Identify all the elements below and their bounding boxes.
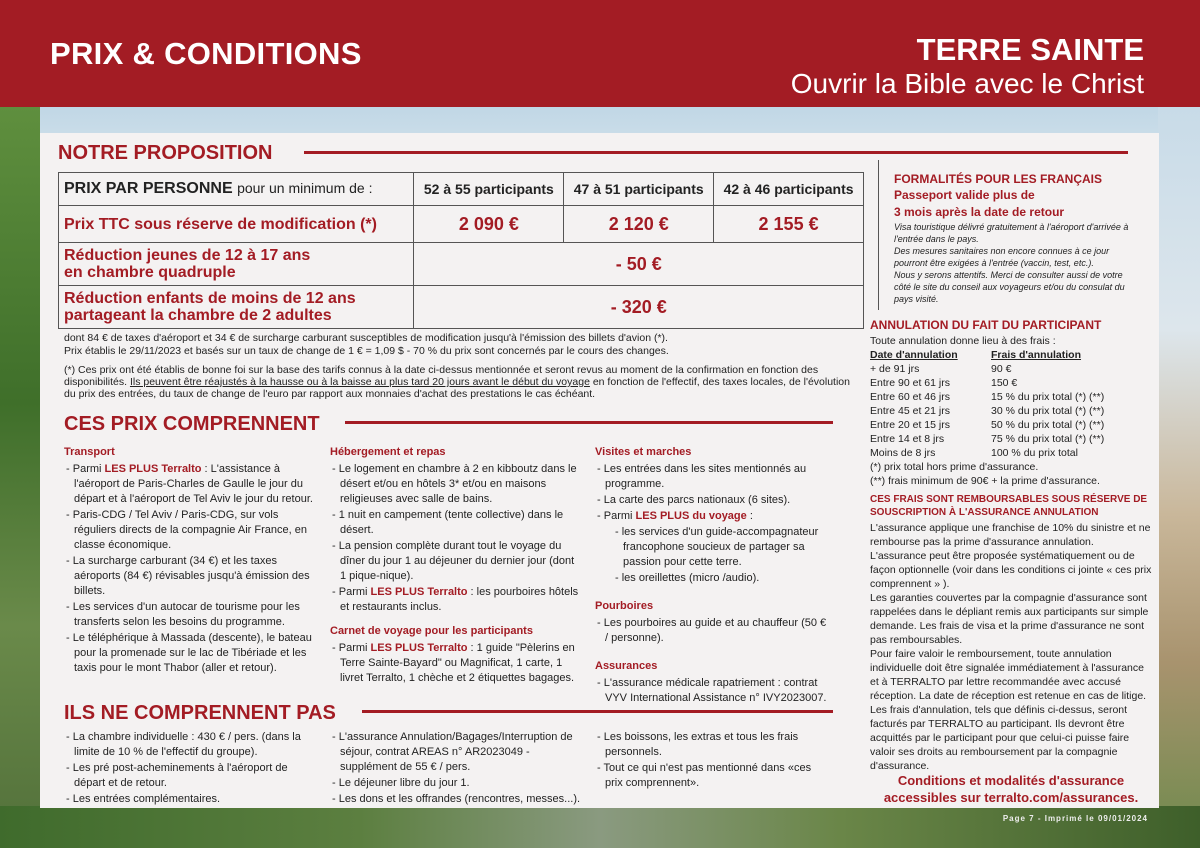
list-item: - Le logement en chambre à 2 en kibboutz dans le désert et/ou en hôtels 3* et/ou en maisons religieuses avec salle de bains. xyxy=(332,463,577,505)
passport-line-2: 3 mois après la date de retour xyxy=(894,205,1065,219)
formalites-box xyxy=(878,160,1138,310)
paragraph: Les garanties couvertes par la compagnie d'assurance sont rappelées dans le dépliant remis aux participants sur simple demande. Les frais de visa et la prime d'assurance ne sont pas remboursables. xyxy=(870,592,1149,646)
paragraph: Les frais d'annulation, tels que définis ci-dessus, seront facturés par TERRALTO au participant. Ils devront être acquittés par le participant pour que celui-ci puisse faire valoir ses droits au remboursement par la compagnie d'assurance. xyxy=(870,704,1130,772)
annulation-table xyxy=(870,348,1152,460)
list-item: - Les pourboires au guide et au chauffeur (50 € / personne). xyxy=(597,617,827,644)
transport-heading: Transport xyxy=(64,446,115,458)
price-cell: 2 120 € xyxy=(564,206,714,243)
section-title-comprennent: CES PRIX COMPRENNENT xyxy=(64,413,320,435)
column-header: 47 à 51 participants xyxy=(564,173,714,206)
list-item: - Les dons et les offrandes (rencontres, messes...). xyxy=(332,793,581,805)
trip-title: TERRE SAINTE xyxy=(916,32,1144,67)
consult-text: Nous y serons attentifs. Merci de consulter aussi de votre côté le site du conseil aux voyageurs et/ou du consulat du pays visité. xyxy=(894,270,1125,304)
column-header: 42 à 46 participants xyxy=(714,173,864,206)
list-item: - Tout ce qui n'est pas mentionné dans «ces prix comprennent». xyxy=(597,762,812,789)
list-item: - Les services d'un autocar de tourisme pour les transferts selon les besoins du programme. xyxy=(66,601,300,628)
table-row: Entre 20 et 15 jrs 50 % du prix total (*) (**) xyxy=(870,419,1105,431)
trip-subtitle: Ouvrir la Bible avec le Christ xyxy=(790,68,1144,99)
list-item: - Parmi LES PLUS Terralto : 1 guide "Pèlerins en Terre Sainte-Bayard" ou Magnificat, 1 carte, 1 livret Terralto, 1 chèche et 2 étiquettes bagages. xyxy=(332,642,575,684)
section-divider xyxy=(304,151,1128,154)
landscape-right xyxy=(1158,107,1200,848)
footnote-2: (**) frais minimum de 90€ + la prime d'assurance. xyxy=(870,475,1100,487)
paragraph: Pour faire valoir le remboursement, toute annulation individuelle doit être signalée immédiatement à l'assurance et à TERRALTO par lettre recommandée avec accusé réception. La date de réception est retenue en cas de litige. xyxy=(870,648,1147,702)
visites-column xyxy=(595,445,830,707)
list-item: - La carte des parcs nationaux (6 sites). xyxy=(597,494,791,506)
tax-note: dont 84 € de taxes d'aéroport et 34 € de surcharge carburant susceptibles de modification jusqu'à l'émission des billets d'avion (*). xyxy=(64,332,668,344)
list-item: - Parmi LES PLUS Terralto : L'assistance à l'aéroport de Paris-Charles de Gaulle le jour du départ et à l'aéroport de Tel Aviv le jour du retour. xyxy=(66,463,313,505)
exchange-note: Prix établis le 29/11/2023 et basés sur un taux de change de 1 € = 1,09 $ - 70 % du prix sont concernés par le cours des changes. xyxy=(64,345,669,357)
table-row: Entre 90 et 61 jrs 150 € xyxy=(870,377,1018,389)
section-divider xyxy=(345,421,833,424)
visa-text: Visa touristique délivré gratuitement à l'aéroport d'arrivée à l'entrée dans le pays. xyxy=(894,222,1129,244)
table-row: + de 91 jrs 90 € xyxy=(870,363,1012,375)
list-item: - Les boissons, les extras et tous les frais personnels. xyxy=(597,731,799,758)
revision-note: (*) Ces prix ont été établis de bonne foi sur la base des tarifs connus à la date ci-dessus mentionnée et seront revus au moment de la confirmation en fonction des disponibilités. Ils peuvent être réajustés à la hausse ou à la baisse au plus tard 20 jours avant le début du voyage en fonction de l'effectif, des taxes locales, de l'évolution du prix des entrées, du taux de change de l'euro par rapport aux monnaies d'achat des prestations le cas échéant. xyxy=(64,364,850,400)
table-row: Moins de 8 jrs 100 % du prix total xyxy=(870,447,1078,459)
annulation-intro: Toute annulation donne lieu à des frais : xyxy=(870,335,1056,347)
landscape-left xyxy=(0,107,40,848)
annulation-section xyxy=(870,318,1152,773)
hebergement-column xyxy=(330,445,580,687)
list-item: - 1 nuit en campement (tente collective) dans le désert. xyxy=(332,509,564,536)
page-header xyxy=(0,0,1200,107)
price-table xyxy=(58,172,864,329)
section-divider xyxy=(362,710,833,713)
rembours-title: CES FRAIS SONT REMBOURSABLES SOUS RÉSERVE DE SOUSCRIPTION À L'ASSURANCE ANNULATION xyxy=(870,494,1148,518)
list-item: - Paris-CDG / Tel Aviv / Paris-CDG, sur vols réguliers directs de la compagnie Air France, en classe économique. xyxy=(66,509,307,551)
list-item: - L'assurance médicale rapatriement : contrat VYV International Assistance n° IVY2023007. xyxy=(597,677,827,704)
excluded-column-3 xyxy=(595,730,830,792)
assurances-heading: Assurances xyxy=(595,660,658,672)
annulation-table-header: Date d'annulation Frais d'annulation xyxy=(870,349,1082,361)
ttc-label: Prix TTC sous réserve de modification (*) xyxy=(59,206,414,243)
excluded-column-1 xyxy=(64,730,314,808)
youth-reduction-value: - 50 € xyxy=(414,243,864,286)
list-item: - les services d'un guide-accompagnateur francophone soucieux de partager sa passion pour cette terre. xyxy=(615,526,819,568)
list-item: - La chambre individuelle : 430 € / pers. (dans la limite de 10 % de l'effectif du groupe). xyxy=(66,731,301,758)
section-title-proposition: NOTRE PROPOSITION xyxy=(58,142,273,164)
table-row: Entre 14 et 8 jrs 75 % du prix total (*) (**) xyxy=(870,433,1105,445)
list-item: - L'assurance Annulation/Bagages/Interruption de séjour, contrat AREAS n° AR2023049 - supplément de 55 € / pers. xyxy=(332,731,573,773)
list-item: - Le téléphérique à Massada (descente), le bateau pour la promenade sur le lac de Tibériade et les taxis pour le mont Thabor (aller et retour). xyxy=(66,632,312,674)
excluded-column-2 xyxy=(330,730,585,808)
list-item: - Les entrées dans les sites mentionnés au programme. xyxy=(597,463,807,490)
list-item: - Les entrées complémentaires. xyxy=(66,793,221,805)
list-item: - La pension complète durant tout le voyage du dîner du jour 1 au déjeuner du dernier jour (dont 1 pique-nique). xyxy=(332,540,575,582)
paragraph: L'assurance peut être proposée systématiquement ou de façon optionnelle (voir dans les conditions ci jointe « ces prix comprennent » ). xyxy=(870,550,1152,590)
price-cell: 2 090 € xyxy=(414,206,564,243)
carnet-heading: Carnet de voyage pour les participants xyxy=(330,625,533,637)
price-table-head: PRIX PAR PERSONNE pour un minimum de : xyxy=(59,173,414,206)
annulation-title: ANNULATION DU FAIT DU PARTICIPANT xyxy=(870,318,1102,332)
footnote-1: (*) prix total hors prime d'assurance. xyxy=(870,461,1039,473)
list-item: - Le déjeuner libre du jour 1. xyxy=(332,777,470,789)
table-row: Entre 60 et 46 jrs 15 % du prix total (*) (**) xyxy=(870,391,1105,403)
table-row: Entre 45 et 21 jrs 30 % du prix total (*) (**) xyxy=(870,405,1105,417)
youth-reduction-label: Réduction jeunes de 12 à 17 ans en chambre quadruple xyxy=(59,243,414,286)
visites-heading: Visites et marches xyxy=(595,446,692,458)
child-reduction-label: Réduction enfants de moins de 12 ans partageant la chambre de 2 adultes xyxy=(59,286,414,329)
section-title-ne-comprennent: ILS NE COMPRENNENT PAS xyxy=(64,702,336,724)
list-item: - les oreillettes (micro /audio). xyxy=(615,572,760,584)
passport-line-1: Passeport valide plus de xyxy=(894,188,1035,202)
formalites-title: FORMALITÉS POUR LES FRANÇAIS xyxy=(894,172,1103,186)
pourboires-heading: Pourboires xyxy=(595,600,654,612)
assurance-conditions: Conditions et modalités d'assurance accessibles sur terralto.com/assurances. xyxy=(883,773,1139,805)
list-item: - Parmi LES PLUS du voyage : xyxy=(597,510,753,522)
column-header: 52 à 55 participants xyxy=(414,173,564,206)
paragraph: L'assurance applique une franchise de 10% du sinistre et ne rembourse pas la prime d'assurance annulation. xyxy=(870,522,1151,548)
page-footer: Page 7 - Imprimé le 09/01/2024 xyxy=(1002,814,1148,823)
transport-column xyxy=(64,445,314,677)
list-item: - Les pré post-acheminements à l'aéroport de départ et de retour. xyxy=(66,762,288,789)
page-title: PRIX & CONDITIONS xyxy=(50,36,362,71)
sanitary-text: Des mesures sanitaires non encore connues à ce jour pourront être exigées à l'entrée (vaccin, test, etc.). xyxy=(894,246,1110,268)
list-item: - Parmi LES PLUS Terralto : les pourboires hôtels et restaurants inclus. xyxy=(332,586,579,613)
landscape-bottom xyxy=(0,806,1200,848)
child-reduction-value: - 320 € xyxy=(414,286,864,329)
price-cell: 2 155 € xyxy=(714,206,864,243)
list-item: - La surcharge carburant (34 €) et les taxes aéroports (84 €) révisables jusqu'à émission des billets. xyxy=(66,555,310,597)
hebergement-heading: Hébergement et repas xyxy=(330,446,446,458)
